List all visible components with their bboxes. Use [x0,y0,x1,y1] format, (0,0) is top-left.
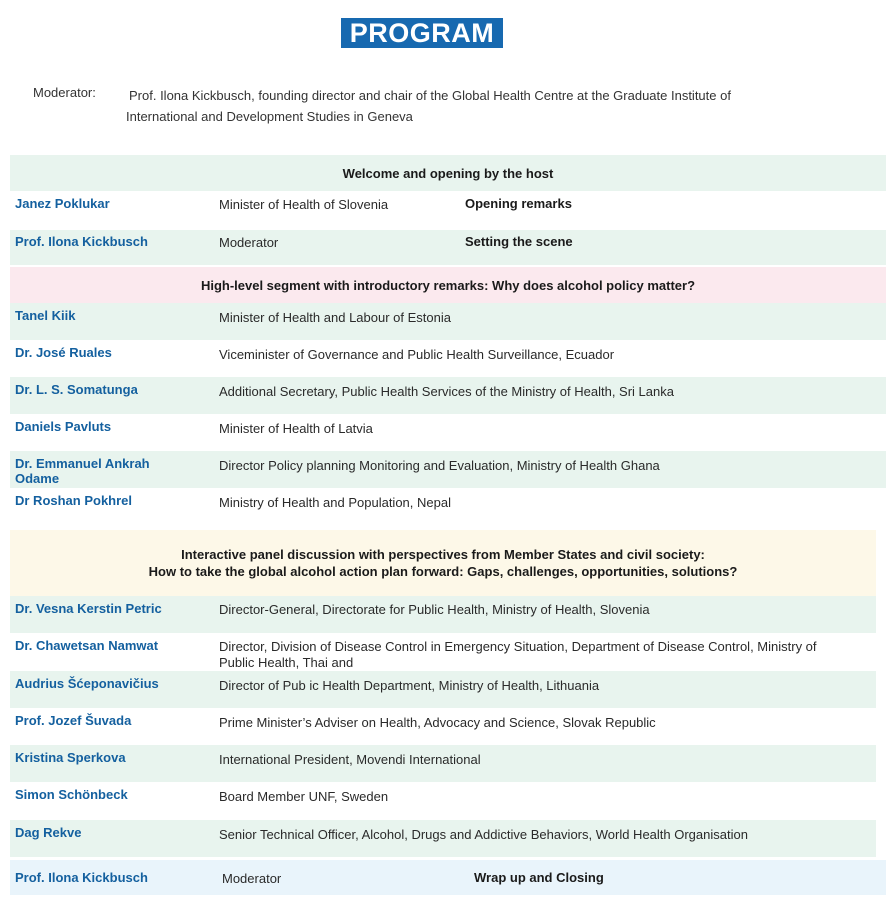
speaker-name: Dr. L. S. Somatunga [15,382,138,397]
program-row [10,596,876,633]
program-row [10,451,886,488]
program-row [10,303,886,340]
session-note: Opening remarks [465,196,572,211]
session-note: Setting the scene [465,234,573,249]
program-row-closing [10,860,886,895]
session-note: Wrap up and Closing [474,870,604,885]
speaker-name: Prof. Ilona Kickbusch [15,234,148,249]
section-title: High-level segment with introductory remarks: Why does alcohol policy matter? [200,277,696,293]
section-header-welcome [10,155,886,191]
speaker-name: Janez Poklukar [15,196,110,211]
program-row [10,488,886,525]
program-row [10,191,886,227]
speaker-name: Daniels Pavluts [15,419,112,434]
speaker-role: Minister of Health of Latvia [219,421,373,436]
moderator-description [126,85,826,127]
speaker-name: Prof. Jozef Šuvada [15,713,132,728]
moderator-label: Moderator: [33,85,96,100]
speaker-name: Prof. Ilona Kickbusch [15,870,148,885]
speaker-role: Director Policy planning Monitoring and Evaluation, Ministry of Health Ghana [219,458,660,473]
speaker-role: Moderator [222,871,282,886]
program-row [10,782,886,819]
speaker-name: Dag Rekve [15,825,82,840]
speaker-name: Dr. Vesna Kerstin Petric [15,601,162,616]
program-row [10,230,886,265]
speaker-name: Simon Schönbeck [15,787,128,802]
program-row [10,745,876,782]
page-title: PROGRAM [341,18,503,48]
section-header-high-level [10,267,886,303]
speaker-name: Kristina Sperkova [15,750,126,765]
speaker-name: Audrius Šćeponavičius [15,676,159,691]
moderator-line-1: Prof. Ilona Kickbusch, founding director and chair of the Global Health Centre at the Graduate Institute of [129,88,731,103]
speaker-role: Prime Minister’s Adviser on Health, Advocacy and Science, Slovak Republic [219,715,656,730]
speaker-role: Senior Technical Officer, Alcohol, Drugs and Addictive Behaviors, World Health Organisation [219,827,748,842]
speaker-role: Additional Secretary, Public Health Services of the Ministry of Health, Sri Lanka [219,384,674,399]
speaker-role: Director-General, Directorate for Public Health, Ministry of Health, Slovenia [219,602,650,617]
speaker-name: Dr. Chawetsan Namwat [15,638,159,653]
program-row [10,708,886,745]
section-title-line-1: Interactive panel discussion with perspectives from Member States and civil society: [181,547,705,562]
program-row [10,340,886,377]
speaker-role: Ministry of Health and Population, Nepal [219,495,451,510]
program-row [10,377,886,414]
program-row [10,671,876,708]
speaker-role: Board Member UNF, Sweden [219,789,389,804]
speaker-role: Minister of Health of Slovenia [219,197,389,212]
section-title-line-2: How to take the global alcohol action plan forward: Gaps, challenges, opportunities, solutions? [148,564,738,579]
speaker-name: Dr. Emmanuel Ankrah Odame [15,456,150,486]
speaker-name: Dr. José Ruales [15,345,112,360]
program-row [10,633,886,671]
program-row [10,820,876,857]
speaker-role: Moderator [219,235,279,250]
section-title: Welcome and opening by the host [342,165,554,181]
speaker-role: Director, Division of Disease Control in Emergency Situation, Department of Disease Control, Ministry of Public Health, Thai and [219,639,817,670]
speaker-name: Dr Roshan Pokhrel [15,493,133,508]
section-header-panel [10,530,876,596]
speaker-name: Tanel Kiik [15,308,76,323]
program-row [10,414,886,451]
moderator-line-2: International and Development Studies in Geneva [126,109,413,124]
speaker-role: Minister of Health and Labour of Estonia [219,310,451,325]
speaker-role: Viceminister of Governance and Public Health Surveillance, Ecuador [219,347,615,362]
speaker-role: International President, Movendi International [219,752,481,767]
speaker-role: Director of Pub ic Health Department, Ministry of Health, Lithuania [219,678,600,693]
